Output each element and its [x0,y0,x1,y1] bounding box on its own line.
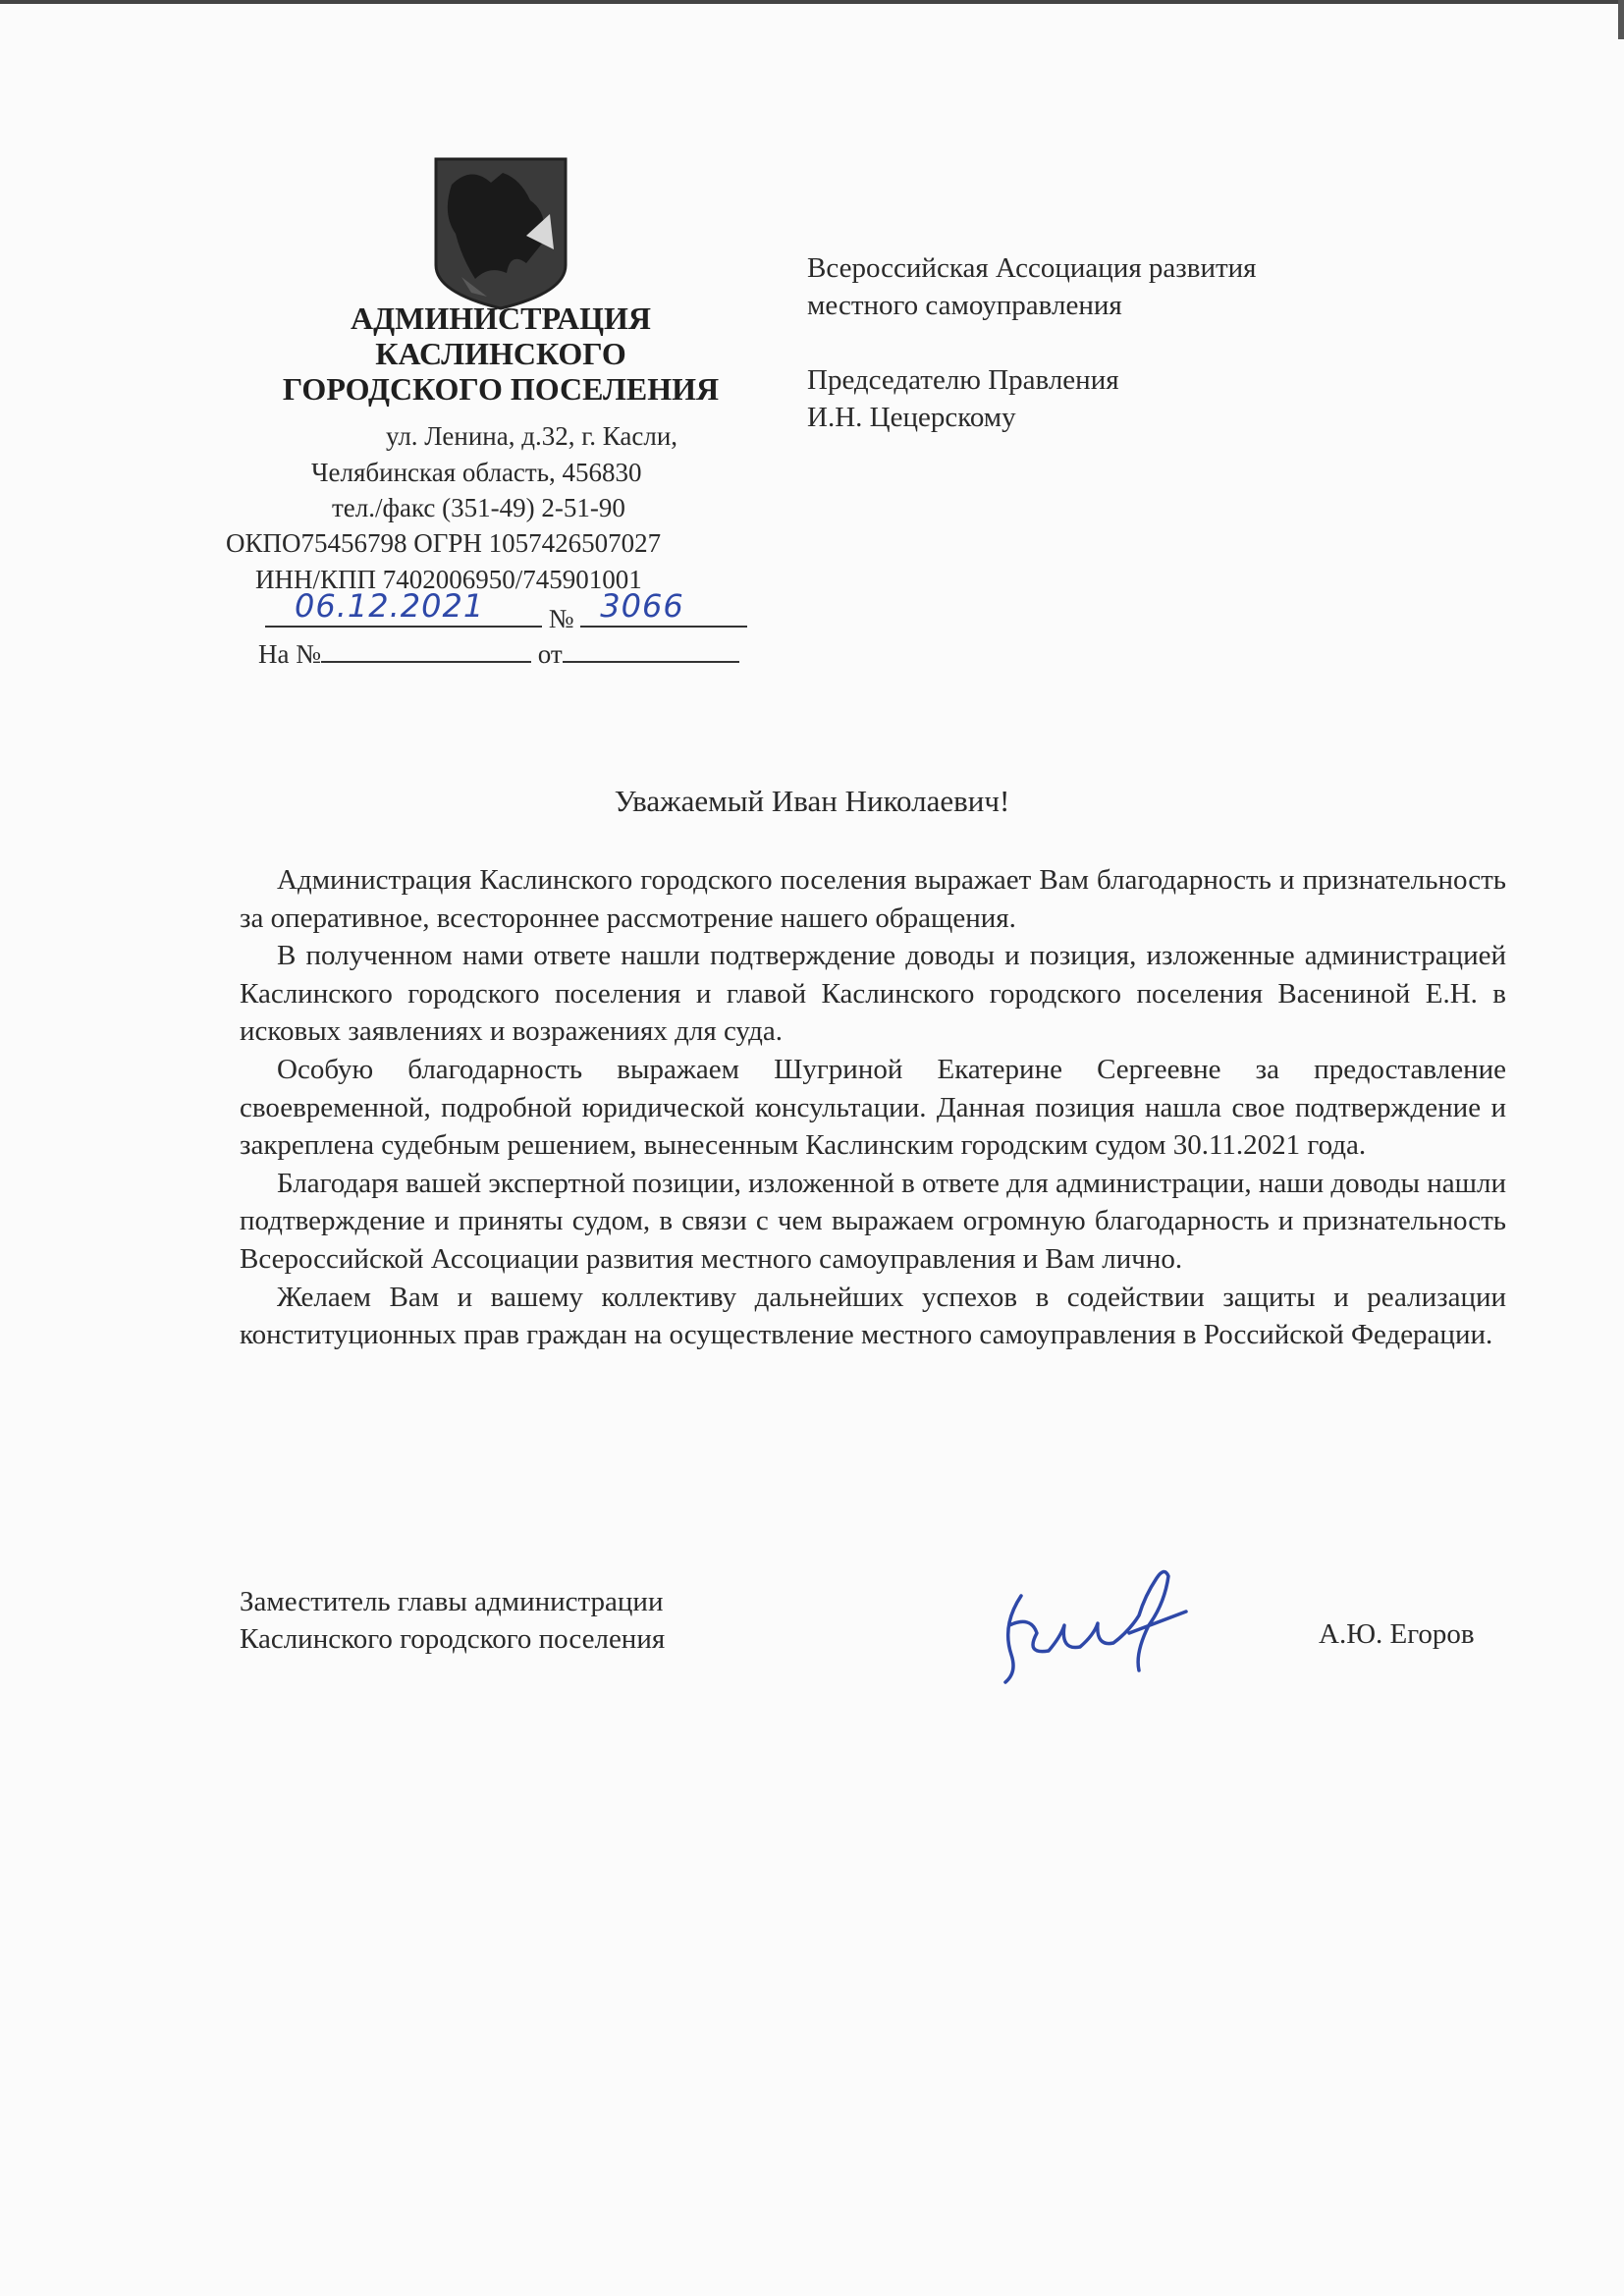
recipient-org-line: Всероссийская Ассоциация развития [807,252,1257,284]
signatory-position-line: Каслинского городского поселения [240,1623,666,1655]
reply-number-field [321,633,531,663]
sender-org-line: ГОРОДСКОГО ПОСЕЛЕНИЯ [282,371,720,407]
registration-incoming [258,633,739,672]
sender-address-line: ул. Ленина, д.32, г. Касли, [386,421,678,451]
sender-org-line: КАСЛИНСКОГО [375,336,626,371]
body-paragraph: Благодаря вашей экспертной позиции, изложенной в ответе для администрации, наши доводы нашли подтверждение и приняты судом, в связи с чем выражаем огромную благодарность и признательность Всероссийской Ассоциации развития местного самоуправления и Вам лично. [240,1167,1506,1275]
sender-address-line: Челябинская область, 456830 [311,458,642,487]
recipient-name: И.Н. Цецерскому [807,402,1016,433]
signatory-position [240,1583,665,1658]
handwritten-number: 3066 [600,587,684,625]
recipient-spacer [807,324,1257,361]
sender-organization [226,301,776,407]
sender-inn-kpp: ИНН/КПП 7402006950/745901001 [255,565,642,594]
sender-org-line: АДМИНИСТРАЦИЯ [351,301,651,336]
body-paragraph: Желаем Вам и вашему коллективу дальнейших успехов в содействии защиты и реализации конституционных прав граждан на осуществление местного самоуправления в Российской Федерации. [240,1281,1506,1351]
sender-phone: тел./факс (351-49) 2-51-90 [332,493,625,522]
recipient-org-line: местного самоуправления [807,290,1122,321]
body-paragraph: В полученном нами ответе нашли подтверждение доводы и позиция, изложенные администрацией Каслинского городского поселения и главой Каслинского городского поселения Васениной Е.Н. в исковых заявлениях и возражениях для суда. [240,940,1506,1048]
letter-body [240,861,1506,1354]
greeting: Уважаемый Иван Николаевич! [614,784,1010,818]
reply-date-field [563,633,739,663]
signatory-name: А.Ю. Егоров [1319,1618,1475,1650]
recipient-position: Председателю Правления [807,364,1119,396]
body-paragraph: Администрация Каслинского городского поселения выражает Вам благодарность и признательность за оперативное, всестороннее рассмотрение нашего обращения. [240,864,1506,934]
signatory-position-line: Заместитель главы администрации [240,1586,664,1617]
body-paragraph: Особую благодарность выражаем Шугриной Екатерине Сергеевне за предоставление своевременной, подробной юридической консультации. Данная позиция нашла свое подтверждение и закреплена судебным решением, вынесенным Каслинским городским судом 30.11.2021 года. [240,1053,1506,1162]
date-field [265,587,542,628]
recipient-block [807,249,1257,436]
from-label: от [537,639,563,669]
reply-to-label: На № [258,639,321,669]
registration-outgoing [265,587,747,636]
handwritten-date: 06.12.2021 [295,587,485,625]
number-label: № [548,604,574,633]
handwritten-signature [992,1557,1218,1689]
scan-edge-right [1618,0,1624,39]
coat-of-arms-emblem [432,155,569,310]
scan-edge-top [0,0,1624,4]
number-field [580,587,747,628]
sender-okpo-ogrn: ОКПО75456798 ОГРН 1057426507027 [226,528,662,558]
